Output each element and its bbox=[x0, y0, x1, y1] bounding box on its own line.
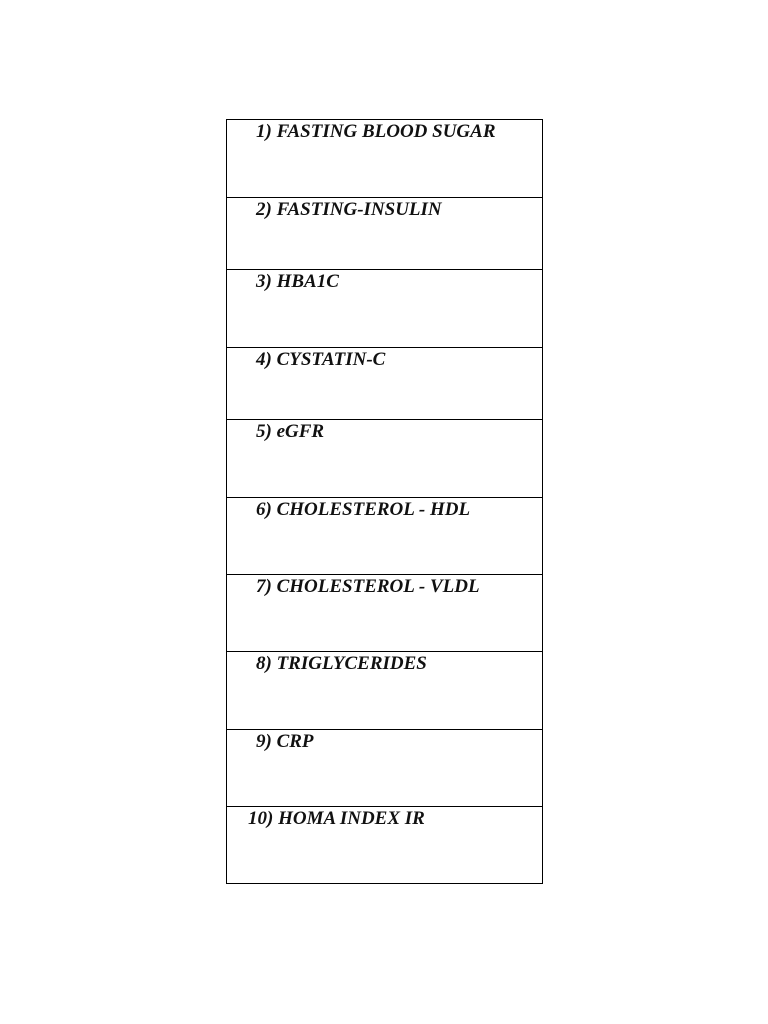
test-label: 3) HBA1C bbox=[256, 271, 339, 292]
test-label: 9) CRP bbox=[256, 731, 314, 752]
test-label: 4) CYSTATIN-C bbox=[256, 349, 386, 370]
lab-test-table bbox=[226, 119, 543, 884]
table-row bbox=[227, 420, 542, 498]
table-row bbox=[227, 270, 542, 348]
test-label: 8) TRIGLYCERIDES bbox=[256, 653, 427, 674]
test-label: 2) FASTING-INSULIN bbox=[256, 199, 442, 220]
test-label: 6) CHOLESTEROL - HDL bbox=[256, 499, 471, 520]
table-row bbox=[227, 807, 542, 884]
table-row bbox=[227, 120, 542, 198]
table-row bbox=[227, 348, 542, 420]
test-label: 10) HOMA INDEX IR bbox=[248, 808, 425, 829]
table-row bbox=[227, 652, 542, 730]
table-row bbox=[227, 198, 542, 270]
test-label: 7) CHOLESTEROL - VLDL bbox=[256, 576, 480, 597]
table-row bbox=[227, 730, 542, 807]
table-row bbox=[227, 498, 542, 575]
table-row bbox=[227, 575, 542, 652]
test-label: 1) FASTING BLOOD SUGAR bbox=[256, 121, 496, 142]
test-label: 5) eGFR bbox=[256, 421, 325, 442]
